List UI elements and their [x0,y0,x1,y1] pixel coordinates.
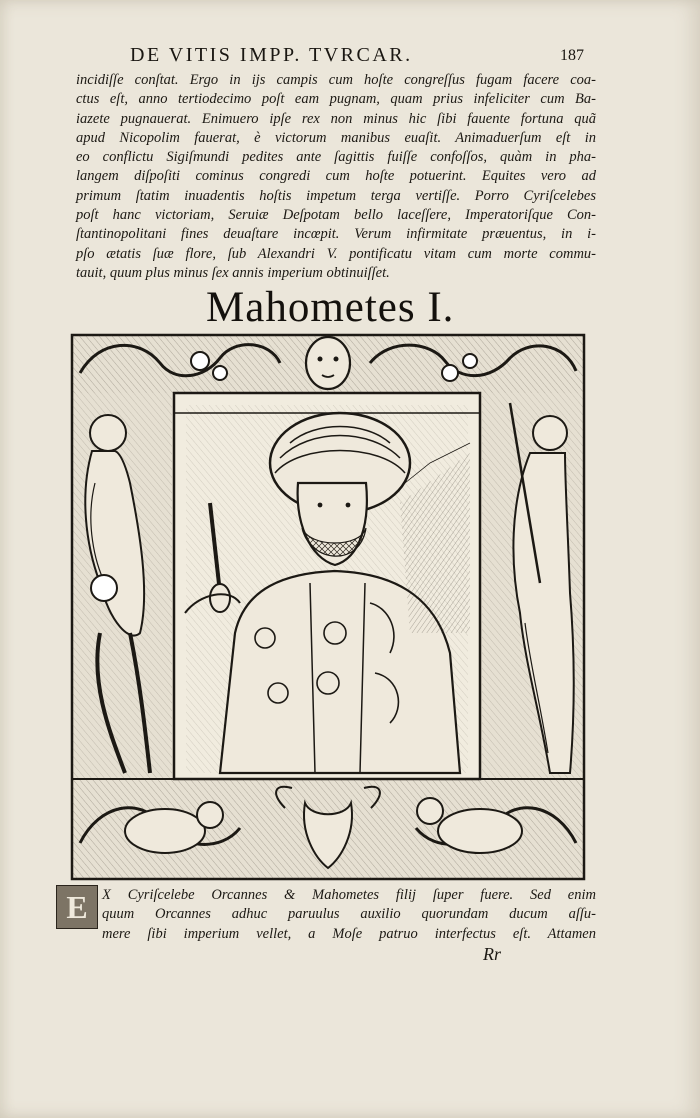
section-title: Mahometes I. [206,284,455,331]
left-figure [72,393,172,779]
text-line: ctus eſt, anno tertiodecimo poſt eam pugnam, quam prius infeliciter cum Ba- [76,91,596,108]
text-line: primum ſtatim inuadentis hoſtis impetum terga vertiſſe. Porro Cyriſcelebes [76,187,596,204]
running-head: DE VITIS IMPP. TVRCAR. [130,44,413,66]
body-text [76,71,596,283]
text-line: quum Orcannes adhuc paruulus auxilio quorundam ducum aſſu- [102,906,596,923]
mask-face [306,337,350,389]
text-line: X Cyriſcelebe Orcannes & Mahometes filij ſuper fuere. Sed enim [102,887,596,903]
text-line: poſt hanc victoriam, Seruiæ Deſpotam bello laceſſere, Imperatoriſque Con- [76,207,596,224]
text-line: apud Nicopolim fauerat, è victorum manibus euaſit. Animaduerſum eſt in [76,129,596,146]
text-line: incidiſſe conſtat. Ergo in ijs campis cum hoſte congreſſus fugam facere coa- [76,72,596,88]
text-line: langem diſpoſiti cominus congredi cum hoſte potuerint. Equites vero ad [76,168,596,185]
decorated-initial: E [56,885,98,929]
right-figure [482,393,584,779]
text-line: ſtantinopolitani fines deuaſtare incœpit. Verum infirmitate præuentus, in i- [76,226,596,243]
text-line: eo conflictu Sigiſmundi pedites ante ſagittis fuiſſe confoſſos, quàm in pha- [76,149,596,166]
top-ornament [72,335,584,393]
text-line: pſo ætatis ſuæ flore, ſub Alexandri V. pontificatu vitam cum morte commu- [76,245,596,262]
catchword: Rr [483,944,501,964]
text-line: mere ſibi imperium vellet, a Moſe patruo interfectus eſt. Attamen [102,925,596,942]
bottom-ornament [72,779,584,879]
putto-left [125,809,205,853]
bottom-text [102,886,596,944]
page-number: 187 [560,47,584,64]
text-line: tauit, quum plus minus ſex annis imperium obtinuiſſet. [76,264,390,281]
woodcut-illustration [70,333,586,881]
putto-right [438,809,522,853]
text-line: iazete pugnauerat. Enimuero ipſe rex non minus hic ſibi fauente fortuna quã [76,110,596,127]
portrait-woodcut [70,333,586,881]
